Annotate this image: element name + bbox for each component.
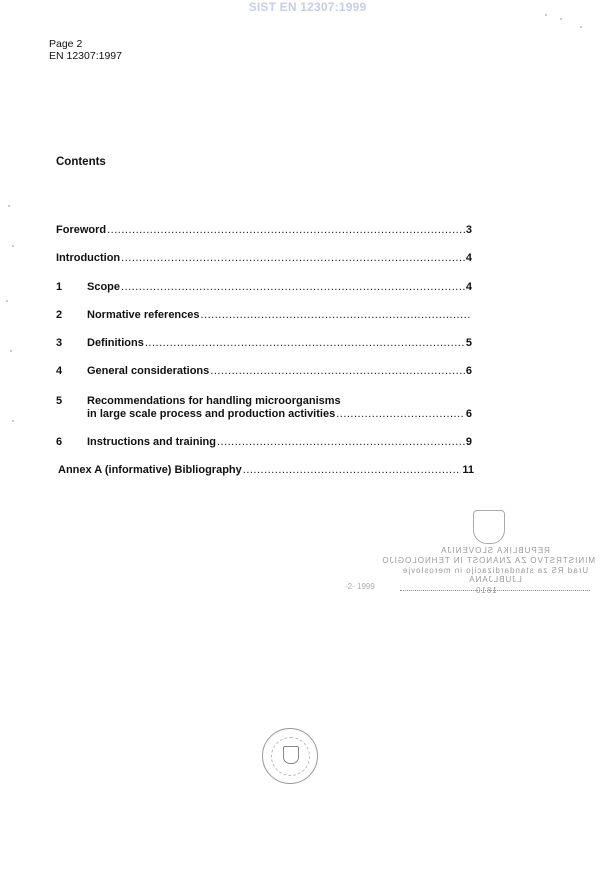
dot-leader — [121, 252, 465, 265]
stamp-line-1: REPUBLIKA SLOVENIJA — [440, 546, 550, 555]
scan-speck — [8, 205, 10, 207]
toc-entry-instructions-training[interactable] — [56, 436, 472, 449]
toc-entry-definitions[interactable] — [56, 337, 472, 350]
toc-number: 3 — [56, 337, 63, 349]
toc-page: 4 — [465, 281, 472, 293]
stamp-number: 1810 — [475, 586, 497, 595]
dot-leader — [107, 224, 465, 237]
toc-page: 6 — [465, 408, 472, 420]
round-seal — [262, 728, 318, 784]
coat-of-arms-icon — [473, 510, 505, 544]
stamp-line-3: Urad RS za standardizacijo in meroslovje — [401, 566, 589, 575]
watermark: SIST EN 12307:1999 — [248, 0, 367, 14]
toc-number: 4 — [56, 365, 63, 377]
toc-page: 9 — [465, 436, 472, 448]
toc-entry-normative-references[interactable] — [56, 309, 472, 322]
toc-title: General considerations — [87, 365, 210, 377]
toc-title: Definitions — [87, 337, 144, 349]
toc-page: 5 — [465, 337, 472, 349]
toc-entry-annex-a[interactable] — [58, 464, 474, 477]
standard-id: EN 12307:1997 — [49, 50, 122, 62]
toc-title: Instructions and training — [87, 436, 216, 448]
scan-speck — [545, 14, 547, 16]
contents-heading: Contents — [56, 156, 106, 168]
stamp-date: -2- 1999 — [345, 582, 375, 591]
toc-title: Normative references — [87, 309, 200, 321]
toc-page: 4 — [465, 252, 472, 264]
office-stamp — [345, 510, 595, 620]
toc-title: Scope — [87, 281, 121, 293]
dot-leader — [210, 365, 465, 378]
stamp-line-4: LJUBLJANA — [468, 575, 522, 584]
toc-entry-recommendations[interactable] — [56, 395, 472, 421]
toc-title-line2: in large scale process and production activities — [87, 408, 336, 420]
toc-entry-general-considerations[interactable] — [56, 365, 472, 378]
scan-speck — [6, 300, 8, 302]
page-number: Page 2 — [49, 38, 83, 50]
scan-speck — [10, 350, 12, 352]
toc-entry-scope[interactable] — [56, 281, 472, 294]
dot-leader — [217, 436, 465, 449]
scan-speck — [12, 420, 14, 422]
page-header — [49, 38, 122, 62]
toc-number: 5 — [56, 395, 63, 407]
toc-entry-foreword[interactable] — [56, 224, 472, 237]
scan-speck — [12, 245, 14, 247]
scan-speck — [580, 26, 582, 28]
dot-leader — [201, 309, 471, 322]
toc-title: Annex A (informative) Bibliography — [58, 464, 242, 476]
toc-title: Foreword — [56, 224, 107, 236]
toc-page: 11 — [462, 464, 474, 476]
toc-title: Introduction — [56, 252, 121, 264]
toc-number: 1 — [56, 281, 63, 293]
seal-crest-icon — [283, 746, 299, 764]
toc-page: 6 — [465, 365, 472, 377]
scan-speck — [560, 18, 562, 20]
dot-leader — [336, 408, 465, 421]
toc-number: 2 — [56, 309, 63, 321]
dot-leader — [145, 337, 465, 350]
dot-leader — [243, 464, 462, 477]
toc-number: 6 — [56, 436, 63, 448]
toc-title: Recommendations for handling microorganisms — [87, 395, 341, 407]
toc-page: 3 — [465, 224, 472, 236]
toc-entry-introduction[interactable] — [56, 252, 472, 265]
dot-leader — [121, 281, 465, 294]
stamp-line-2: MINISTRSTVO ZA ZNANOST IN TEHNOLOGIJO — [381, 556, 595, 565]
